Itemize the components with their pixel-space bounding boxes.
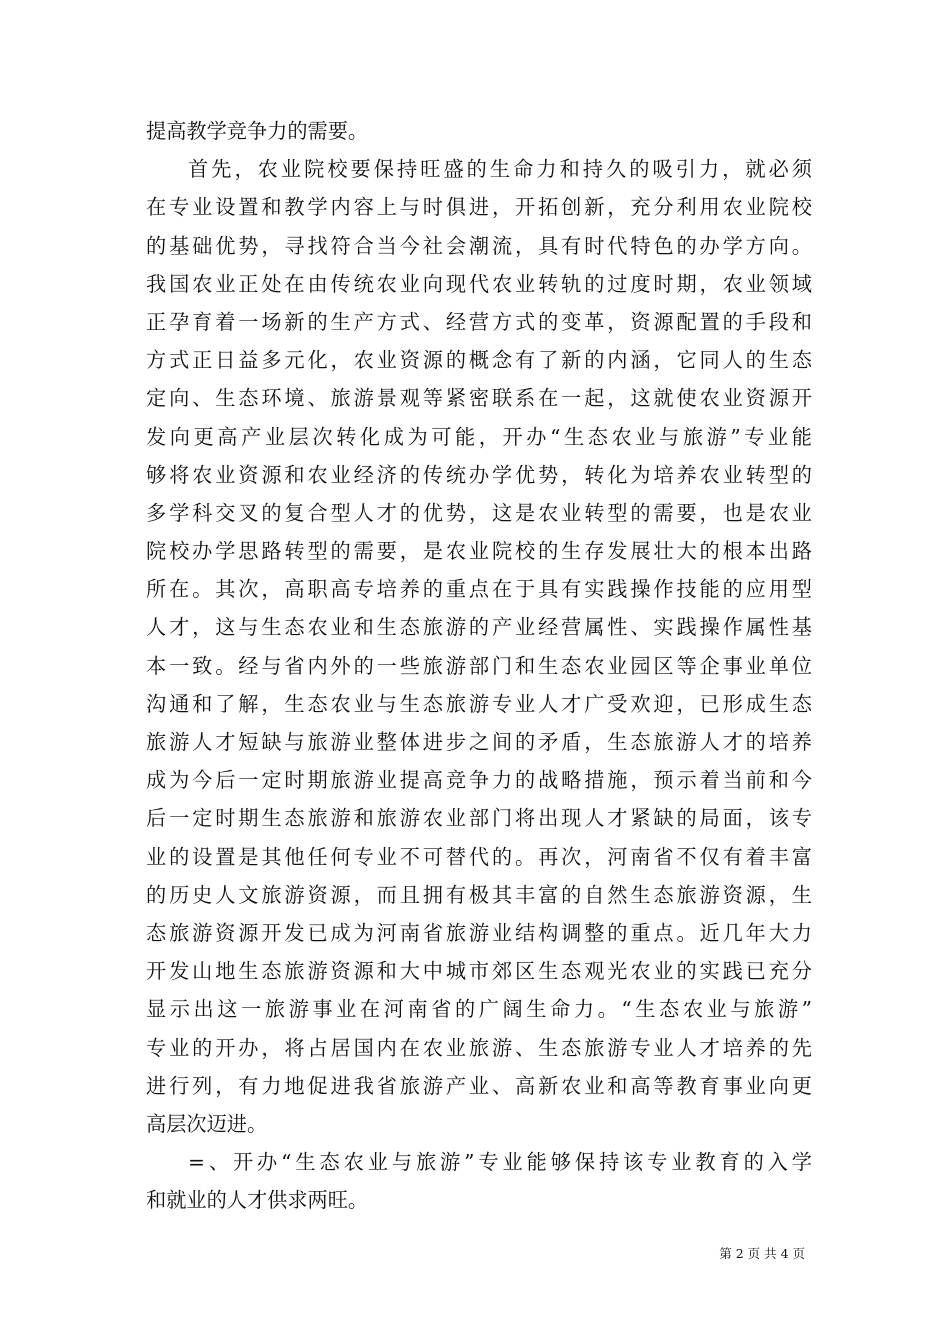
text-line: 和就业的人才供求两旺。 [146,1188,369,1213]
text-line: 够将农业资源和农业经济的传统办学优势，转化为培养农业转型的 [146,462,812,487]
text-line: 所在。其次，高职高专培养的重点在于具有实践操作技能的应用型 [146,577,812,602]
text-line: 首先，农业院校要保持旺盛的生命力和持久的吸引力，就必须 [188,157,812,182]
text-line: 开发山地生态旅游资源和大中城市郊区生态观光农业的实践已充分 [146,959,812,984]
text-line: 在专业设置和教学内容上与时俱进，开拓创新，充分利用农业院校 [146,195,812,220]
text-line: 的历史人文旅游资源，而且拥有极其丰富的自然生态旅游资源，生 [146,882,812,907]
text-line: 正孕育着一场新的生产方式、经营方式的变革，资源配置的手段和 [146,309,812,334]
text-line: 进行列，有力地促进我省旅游产业、高新农业和高等教育事业向更 [146,1073,812,1098]
text-line: 业的设置是其他任何专业不可替代的。再次，河南省不仅有着丰富 [146,844,812,869]
text-line: 态旅游资源开发已成为河南省旅游业结构调整的重点。近几年大力 [146,920,812,945]
text-line: 高层次迈进。 [146,1111,268,1136]
text-line: 本一致。经与省内外的一些旅游部门和生态农业园区等企事业单位 [146,653,812,678]
text-line: 成为今后一定时期旅游业提高竞争力的战略措施，预示着当前和今 [146,768,812,793]
text-line: 方式正日益多元化，农业资源的概念有了新的内涵，它同人的生态 [146,348,812,373]
text-line: 沟通和了解，生态农业与生态旅游专业人才广受欢迎，已形成生态 [146,691,812,716]
text-line: 人才，这与生态农业和生态旅游的产业经营属性、实践操作属性基 [146,615,812,640]
text-line: 提高教学竞争力的需要。 [146,119,369,143]
page-number: 第 2 页 共 4 页 [719,1246,805,1261]
text-line: 定向、生态环境、旅游景观等紧密联系在一起，这就使农业资源开 [146,386,812,411]
text-line: 专业的开办，将占居国内在农业旅游、生态旅游专业人才培养的先 [146,1035,812,1060]
text-line: 发向更高产业层次转化成为可能，开办“生态农业与旅游”专业能 [146,424,812,449]
text-line: 后一定时期生态旅游和旅游农业部门将出现人才紧缺的局面，该专 [146,806,812,831]
text-line: 的基础优势，寻找符合当今社会潮流，具有时代特色的办学方向。 [146,233,812,258]
text-line: 院校办学思路转型的需要，是农业院校的生存发展壮大的根本出路 [146,539,812,564]
text-line: 显示出这一旅游事业在河南省的广阔生命力。“生态农业与旅游” [146,997,812,1022]
text-line: 旅游人才短缺与旅游业整体进步之间的矛盾，生态旅游人才的培养 [146,730,812,754]
text-line: 多学科交叉的复合型人才的优势，这是农业转型的需要，也是农业 [146,500,812,525]
text-line: 我国农业正处在由传统农业向现代农业转轨的过度时期，农业领域 [146,271,812,296]
body-text [146,112,812,1219]
text-line: =、开办“生态农业与旅游”专业能够保持该专业教育的入学 [188,1150,812,1175]
